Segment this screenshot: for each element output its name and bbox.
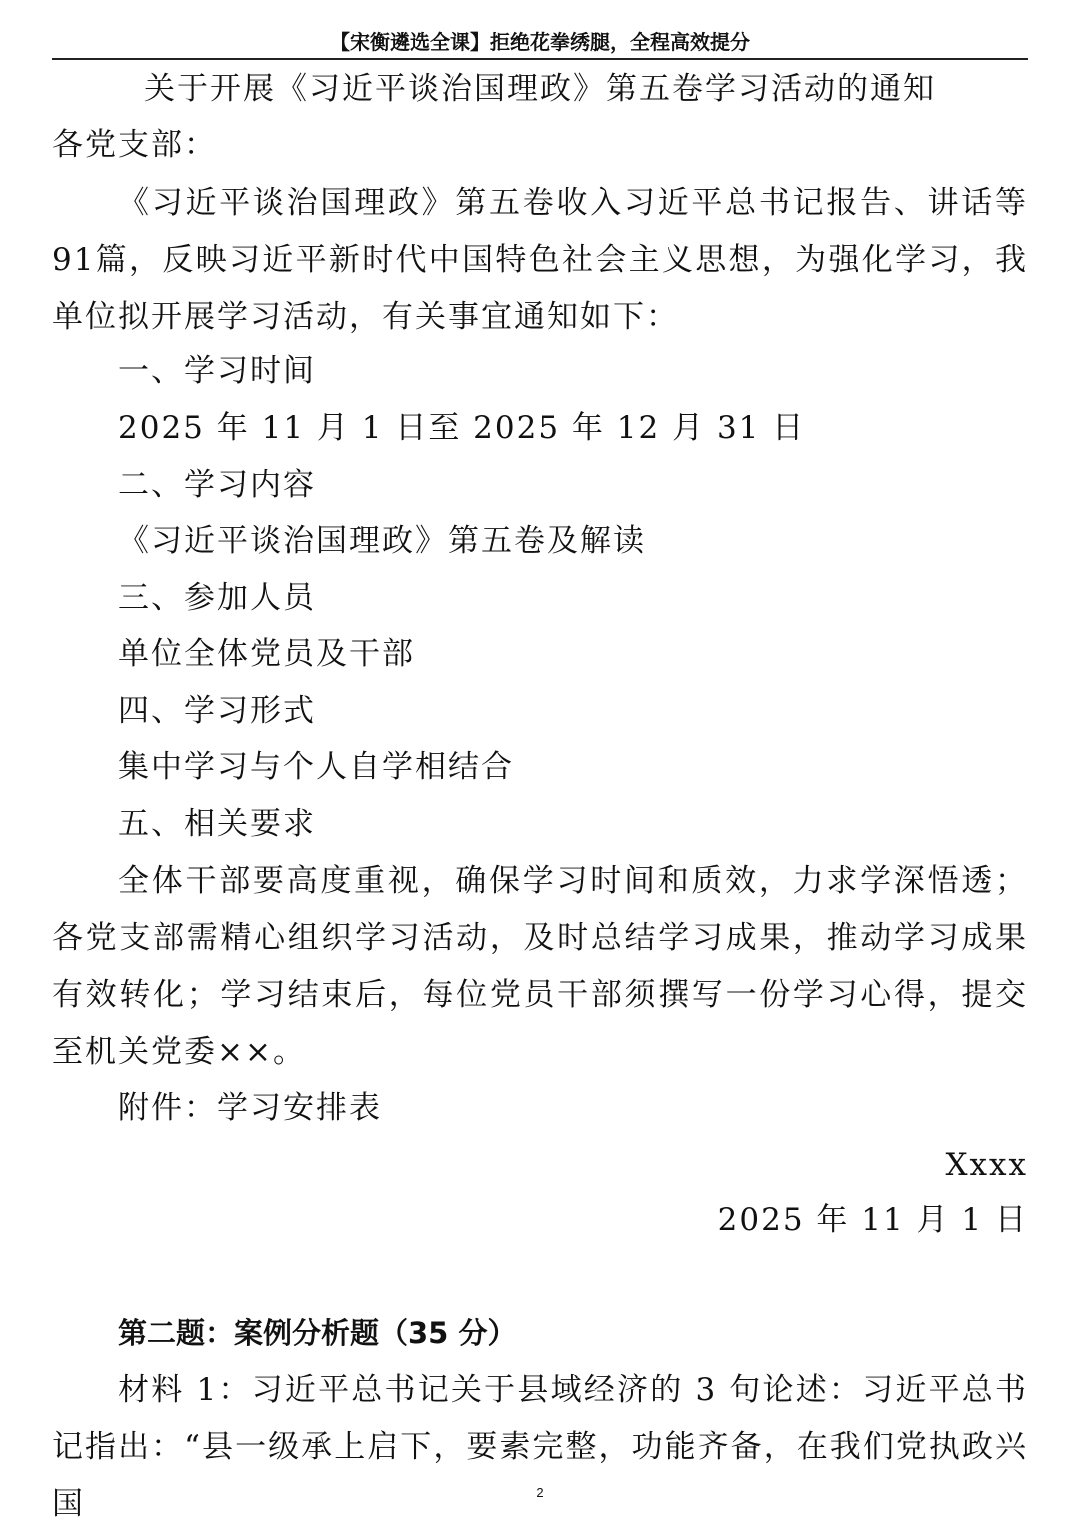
requirements-paragraph: 全体干部要高度重视，确保学习时间和质效，力求学深悟透；各党支部需精心组织学习活动，及时总结学习成果，推动学习成果有效转化；学习结束后，每位党员干部须撰写一份学习心得，提交至机关党委××。 bbox=[52, 863, 1028, 1070]
section-4-content: 集中学习与个人自学相结合 bbox=[118, 749, 514, 785]
header-banner: 【宋衡遴选全课】拒绝花拳绣腿，全程高效提分 bbox=[330, 30, 750, 54]
section-2-heading: 二、学习内容 bbox=[118, 467, 316, 503]
section-3-heading: 三、参加人员 bbox=[118, 580, 316, 616]
document-title: 关于开展《习近平谈治国理政》第五卷学习活动的通知 bbox=[144, 71, 936, 107]
attachment-line: 附件：学习安排表 bbox=[118, 1090, 382, 1126]
section-1-heading: 一、学习时间 bbox=[118, 353, 316, 389]
header-divider bbox=[52, 58, 1028, 60]
salutation: 各党支部： bbox=[52, 127, 217, 163]
section-3-content: 单位全体党员及干部 bbox=[118, 636, 415, 672]
section-5-heading: 五、相关要求 bbox=[118, 806, 316, 842]
document-date: 2025 年 11 月 1 日 bbox=[717, 1202, 1028, 1238]
signature: Xxxx bbox=[945, 1147, 1028, 1183]
material-1-paragraph: 材料 1：习近平总书记关于县域经济的 3 句论述：习近平总书记指出：“县一级承上启下，要素完整，功能齐备，在我们党执政兴国 bbox=[52, 1372, 1028, 1522]
intro-paragraph: 《习近平谈治国理政》第五卷收入习近平总书记报告、讲话等91篇，反映习近平新时代中国特色社会主义思想，为强化学习，我单位拟开展学习活动，有关事宜通知如下： bbox=[52, 185, 1028, 335]
section-1-content: 2025 年 11 月 1 日至 2025 年 12 月 31 日 bbox=[118, 410, 806, 446]
page-number: 2 bbox=[536, 1485, 544, 1500]
question-2-heading: 第二题：案例分析题（35 分） bbox=[118, 1316, 517, 1350]
section-2-content: 《习近平谈治国理政》第五卷及解读 bbox=[118, 523, 646, 559]
section-4-heading: 四、学习形式 bbox=[118, 693, 316, 729]
